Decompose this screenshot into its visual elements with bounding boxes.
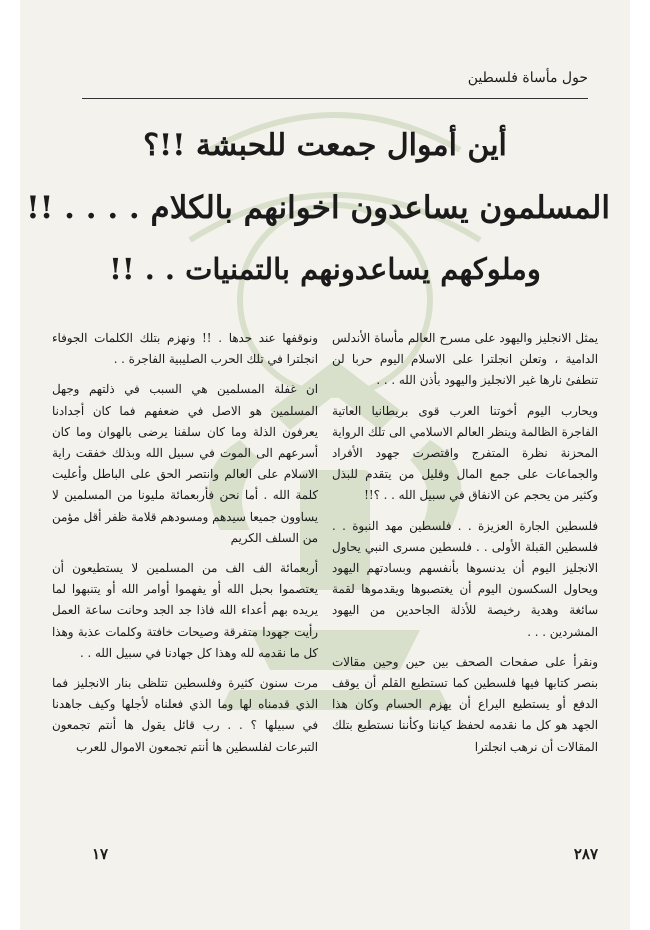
paragraph: فلسطين الجارة العزيزة . . فلسطين مهد النبوة . . فلسطين القبلة الأولى . . فلسطين مسرى النبي يحاول الانجليز اليوم أن يدنسوها بأنفسهم وبسادتهم اليهود ويحاول السكسون اليوم أن يغتصبوها ويقدموها لقمة سائغة وهدية رخيصة للأذلة الجاحدين من اليهود المشردين . . .: [332, 518, 598, 639]
section-header: حول مأساة فلسطين: [467, 70, 588, 86]
paragraph: ونوقفها عند حدها . !! ونهزم بتلك الكلمات الجوفاء انجلترا في تلك الحرب الصليبية الفاجرة . .: [52, 331, 318, 367]
right-column: [332, 328, 598, 767]
headline-2: المسلمون يساعدون اخوانهم بالكلام . . . . !!: [26, 190, 610, 226]
paragraph: مرت سنون كثيرة وفلسطين تتلظى بنار الانجليز فما الذي قدمناه لها وما الذي فعلناه لأجلها وكيف جاهدنا في سبيلها ؟ . . رب قائل يقول ها أنتم تجمعون التبرعات لفلسطين ها أنتم تجمعون الاموال للعرب: [52, 676, 318, 754]
page-number-left: ١٧: [92, 845, 109, 863]
paragraph: يمثل الانجليز واليهود على مسرح العالم مأساة الأندلس الدامية ، وتعلن انجلترا على الاسلام اليوم حربا لن تنطفئ نارها غير الانجليز واليهود بأذن الله . . .: [332, 331, 598, 388]
scan-margin-left: [0, 0, 20, 930]
headline-1: أين أموال جمعت للحبشة !!؟: [143, 128, 507, 163]
left-column: [52, 328, 318, 767]
paragraph: ويحارب اليوم أخوتنا العرب قوى بريطانيا العاتية الفاجرة الظالمة وينظر العالم الاسلامي الى تلك الرواية المحزنة نظرة المتفرج واقتصرت جهود الأفراد والجماعات على جمع المال وقليل من يتقدم للبذل وكثير من يحجم عن الانفاق في سبيل الله . . ؟!!: [332, 403, 598, 503]
paragraph: أربعمائة الف الف من المسلمين لا يستطيعون أن يعتصموا بحبل الله أو يفهموا أوامر الله أو يتنبهوا لما يريده بهم أعداء الله فاذا جد الجد وحانت ساعة العمل رأيت جهودا متفرقة وصيحات خافتة وكلمات عذبة وهذا كل ما نقدمه لله وهذا كل جهادنا في سبيل الله . .: [52, 561, 318, 660]
page-number-right: ٢٨٧: [573, 845, 598, 863]
paragraph: ان غفلة المسلمين هي السبب في ذلتهم وجهل المسلمين هو الاصل في ضعفهم فما كان أجدادنا يعرفون الذلة وما كان سلفنا يرضى بالهوان وما كان أسرعهم الى الموت في سبيل الله وبذلك خفقت راية الاسلام على العالم وانتصر الحق على الباطل وأعليت كلمة الله . أما نحن فأربعمائة مليونا من المسلمين لا يساوون جميعا سيدهم ومسودهم قلامة ظفر أقل مؤمن من السلف الكريم: [52, 382, 318, 545]
headline-3: وملوكهم يساعدونهم بالتمنيات . . !!: [109, 252, 541, 286]
paragraph: ونقرأ على صفحات الصحف بين حين وحين مقالات بنصر كتابها فيها فلسطين كما تستطيع القلم أن يوقف الدفع أو يستطيع اليراع أن يهزم الحسام وكان هذا الجهد هو كل ما نقدمه لحفظ كياننا وكأننا نستطيع بتلك المقالات أن نرهب انجلترا: [332, 654, 598, 754]
header-rule: [82, 98, 588, 99]
scan-margin-right: [630, 0, 650, 930]
